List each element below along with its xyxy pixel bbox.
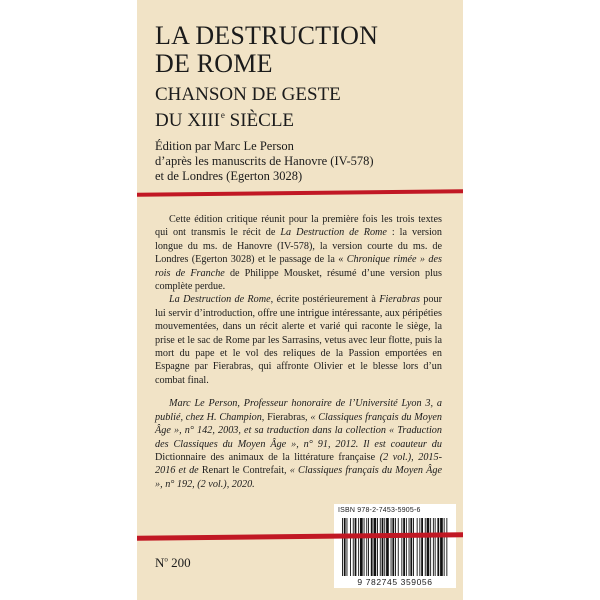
subtitle-line-1: CHANSON DE GESTE [155, 84, 341, 105]
series-number-value: 200 [167, 555, 191, 570]
subtitle-century-sup: e [220, 110, 225, 120]
bio-text-c: , « Classiques français du Moyen Âge », n° 142, 2003, et sa traduction dans la collection « Traduction des Classiques du Moyen Âge », n° 91, 2012. Il est coauteur du [155, 411, 443, 450]
barcode-bar [355, 518, 357, 576]
subtitle-century-suffix: SIÈCLE [224, 110, 295, 131]
barcode-bar [377, 518, 378, 576]
p2-work-title: La Destruction de Rome [169, 294, 271, 306]
summary-paragraph-2 [155, 293, 442, 387]
barcode [340, 518, 450, 576]
series-number [155, 555, 191, 571]
bio-fierabras: Fierabras [267, 411, 306, 423]
p1-text-c: de Philippe Mousket, résumé d’une version plus complète perdue. [155, 267, 442, 293]
title-line-1: LA DESTRUCTION [155, 21, 379, 50]
book-title [155, 22, 455, 78]
barcode-bar [425, 518, 426, 576]
barcode-bar [419, 518, 420, 576]
barcode-bar [433, 518, 434, 576]
barcode-bar [391, 518, 392, 576]
edition-credit [155, 139, 455, 184]
edition-line-3: et de Londres (Egerton 3028) [155, 169, 303, 183]
barcode-bar [364, 518, 365, 576]
barcode-bar [371, 518, 373, 576]
barcode-bar [380, 518, 381, 576]
p2-text-a: , écrite postérieurement à [270, 294, 380, 306]
barcode-bar [409, 518, 410, 576]
author-bio [155, 397, 442, 491]
barcode-bar [406, 518, 407, 576]
barcode-bar [421, 518, 423, 576]
barcode-bar [368, 518, 369, 576]
barcode-bar [398, 518, 399, 576]
p1-work-title: La Destruction de Rome [280, 227, 387, 239]
barcode-bar [410, 518, 412, 576]
subtitle-line-2 [155, 105, 455, 131]
barcode-bar [430, 518, 431, 576]
p1-chronique-title: Chronique rimée » des rois de Franche [155, 254, 442, 279]
bio-text-a: Marc Le Person, Professeur honoraire de l’Université Lyon 3, a publié, chez H. Champion, [155, 398, 442, 423]
red-band-top [137, 189, 463, 197]
barcode-bar [384, 518, 385, 576]
barcode-bar [437, 518, 439, 576]
barcode-bar [366, 518, 367, 576]
edition-line-1: Édition par Marc Le Person [155, 139, 294, 153]
barcode-bar [342, 518, 343, 576]
barcode-bar [344, 518, 346, 576]
title-line-2: DE ROME [155, 49, 273, 78]
isbn-label: ISBN 978-2-7453-5905-6 [338, 507, 421, 514]
barcode-digits: 9 782745 359056 [357, 577, 433, 587]
barcode-bar [427, 518, 430, 576]
cover-header [155, 22, 455, 184]
bio-text-g: , « Classiques français du Moyen Âge », n° 192, (2 vol.), 2020. [155, 465, 443, 490]
barcode-bar [360, 518, 363, 576]
p2-fierabras-title: Fierabras [379, 294, 420, 306]
barcode-bar [386, 518, 389, 576]
barcode-bar [403, 518, 405, 576]
barcode-bar [440, 518, 443, 576]
barcode-bar [417, 518, 418, 576]
p1-text-b: : la version longue du ms. de Hanovre (IV-578), la version courte du ms. de Londres (Egerton 3028) et le passage de la « [155, 227, 442, 266]
barcode-bar [374, 518, 377, 576]
book-subtitle [155, 84, 455, 131]
barcode-bar [392, 518, 394, 576]
barcode-bar [435, 518, 436, 576]
barcode-bar [358, 518, 359, 576]
bio-text-e: (2 vol.), 2015-2016 et de [155, 451, 442, 477]
p2-text-b: pour lui servir d’introduction, offre une intrigue intéressante, aux péripéties mouvementées, dans un récit alerte et varié qui raconte le siège, la prise et le sac de Rome par les Sarrasins, vetus avec leur flotte, puis la mort du pape et le vol des reliques de la Passion emportées en Espagne par Fierabras, qui affronte Olivier et le blesse lors d’un combat final. [155, 294, 442, 386]
subtitle-century-prefix: DU XIII [155, 110, 220, 131]
barcode-bar [413, 518, 414, 576]
barcode-bar [382, 518, 384, 576]
isbn-barcode-panel [334, 504, 456, 588]
p1-text-a: Cette édition critique réunit pour la première fois les trois textes qui ont transmis le récit de [155, 214, 442, 239]
barcode-bar [395, 518, 396, 576]
barcode-bar [353, 518, 354, 576]
bio-dictionnaire: Dictionnaire des animaux de la littérature française [155, 451, 376, 463]
back-cover-text [155, 213, 442, 491]
barcode-bar [444, 518, 445, 576]
series-number-sup: o [164, 555, 168, 564]
barcode-bar [401, 518, 402, 576]
barcode-bar [446, 518, 447, 576]
summary-paragraph-1 [155, 213, 442, 293]
bio-renart: Renart le Contrefait [201, 465, 285, 477]
book-back-cover [137, 0, 463, 600]
series-number-prefix: N [155, 555, 165, 570]
barcode-bar [347, 518, 348, 576]
barcode-bar [350, 518, 351, 576]
edition-line-2: d’après les manuscrits de Hanovre (IV-578) [155, 154, 374, 168]
